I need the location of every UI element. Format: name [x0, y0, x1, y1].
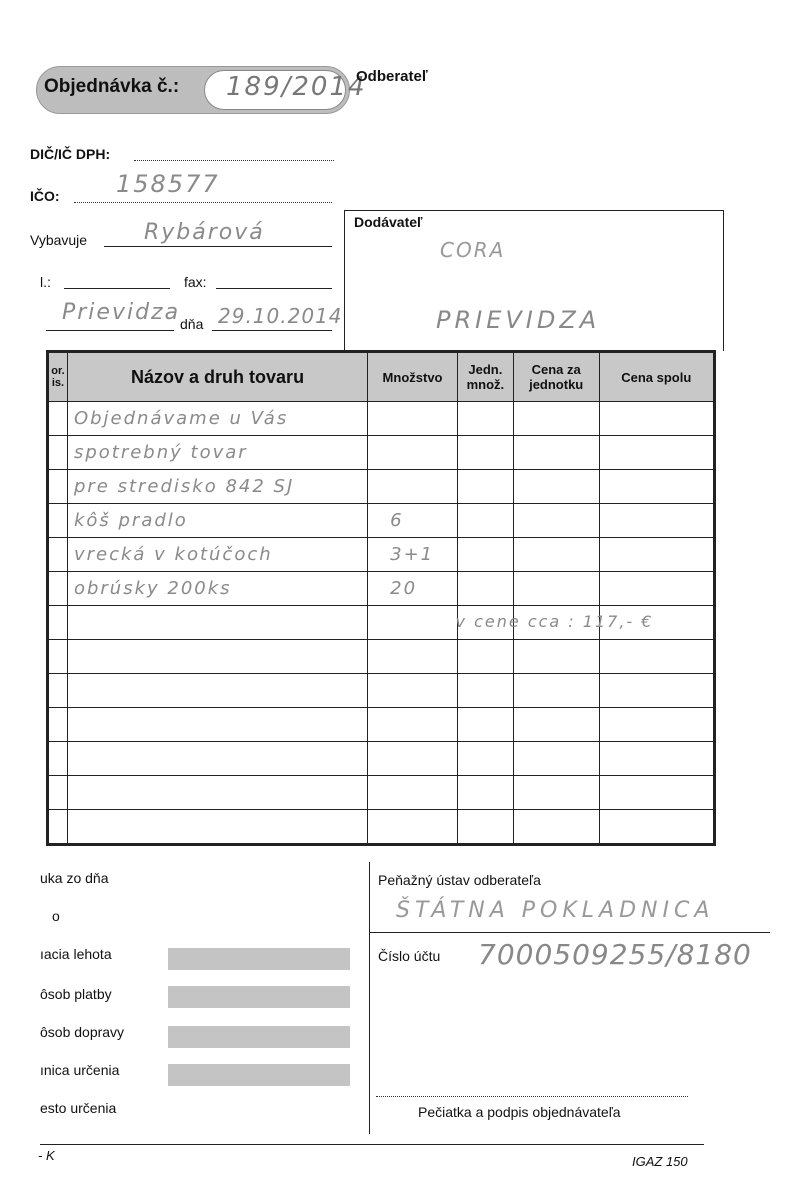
cell-total[interactable]: [599, 708, 714, 742]
cell-name[interactable]: [67, 640, 367, 674]
cell-qty[interactable]: [368, 470, 458, 504]
cell-no[interactable]: [48, 708, 68, 742]
cell-name[interactable]: [67, 708, 367, 742]
col-header-unit-price: Cena za jednotku: [513, 352, 599, 402]
cell-name[interactable]: [67, 402, 367, 436]
cell-name[interactable]: [67, 742, 367, 776]
date-value: 29.10.2014: [218, 304, 343, 328]
table-row: [48, 572, 715, 606]
cell-unit-price[interactable]: [513, 810, 599, 845]
stamp-line: [376, 1096, 688, 1097]
account-label: Číslo účtu: [378, 948, 441, 964]
border-field[interactable]: [168, 1064, 350, 1086]
cell-total[interactable]: [599, 810, 714, 845]
cell-qty[interactable]: [368, 776, 458, 810]
cell-name[interactable]: [67, 504, 367, 538]
cell-total-text: v cene cca : 117,- €: [455, 612, 654, 631]
deadline-label: ıacia lehota: [40, 946, 112, 962]
cell-no[interactable]: [48, 606, 68, 640]
cell-total[interactable]: [599, 742, 714, 776]
cell-name[interactable]: [67, 572, 367, 606]
cell-no[interactable]: [48, 504, 68, 538]
cell-no[interactable]: [48, 402, 68, 436]
cell-qty[interactable]: [368, 436, 458, 470]
form-code: IGAZ 150: [632, 1154, 688, 1169]
vat-line: [134, 160, 334, 161]
border-label: ınica určenia: [40, 1062, 120, 1078]
cell-qty-text: 3+1: [390, 544, 435, 565]
col-header-unit: Jedn. množ.: [457, 352, 513, 402]
cell-no[interactable]: [48, 640, 68, 674]
cell-no[interactable]: [48, 742, 68, 776]
date-line: [212, 330, 332, 331]
tel-line: [64, 288, 170, 289]
handled-by-label: Vybavuje: [30, 232, 88, 248]
table-row: [48, 810, 715, 845]
cell-total[interactable]: [599, 504, 714, 538]
cell-total[interactable]: [599, 776, 714, 810]
col-header-name: Názov a druh tovaru: [67, 352, 367, 402]
cell-name-text: pre stredisko 842 SJ: [73, 476, 295, 497]
cell-unit[interactable]: [457, 572, 513, 606]
cell-unit-price[interactable]: [513, 776, 599, 810]
cell-unit-price[interactable]: [513, 640, 599, 674]
handled-by-line: [104, 246, 332, 247]
cell-qty[interactable]: [368, 504, 458, 538]
cell-qty[interactable]: [368, 810, 458, 845]
order-label: Objednávka č.:: [44, 76, 180, 97]
cell-qty[interactable]: [368, 402, 458, 436]
cell-name[interactable]: [67, 436, 367, 470]
cell-qty[interactable]: [368, 606, 458, 640]
transport-label: ôsob dopravy: [40, 1024, 125, 1040]
cell-unit[interactable]: [457, 640, 513, 674]
cell-qty[interactable]: [368, 742, 458, 776]
order-number-value: 189/2014: [226, 72, 367, 102]
payment-field[interactable]: [168, 986, 350, 1008]
cell-no[interactable]: [48, 776, 68, 810]
cell-qty-text: 6: [390, 510, 404, 531]
cell-qty-text: 20: [390, 578, 418, 599]
cell-unit-price[interactable]: [513, 538, 599, 572]
footer-vertical-divider: [369, 862, 370, 1134]
cell-qty[interactable]: [368, 572, 458, 606]
cell-unit-price[interactable]: [513, 504, 599, 538]
cell-unit-price[interactable]: [513, 402, 599, 436]
cell-qty[interactable]: [368, 538, 458, 572]
cell-unit[interactable]: [457, 708, 513, 742]
cell-name[interactable]: [67, 606, 367, 640]
handled-by-value: Rybárová: [144, 220, 265, 245]
bank-label: Peňažný ústav odberateľa: [378, 872, 541, 888]
cell-no[interactable]: [48, 436, 68, 470]
items-table: [46, 350, 716, 846]
table-row: [48, 742, 715, 776]
col-header-total: Cena spolu: [599, 352, 714, 402]
supplier-name: CORA: [440, 238, 506, 262]
table-header-row: [48, 352, 715, 402]
place-line: [46, 330, 174, 331]
bottom-left-code: - K: [38, 1148, 55, 1163]
payment-label: ôsob platby: [40, 986, 112, 1002]
transport-field[interactable]: [168, 1026, 350, 1048]
cell-qty[interactable]: [368, 640, 458, 674]
cell-no[interactable]: [48, 810, 68, 845]
cell-name[interactable]: [67, 810, 367, 845]
deadline-field[interactable]: [168, 948, 350, 970]
cell-total[interactable]: [599, 538, 714, 572]
place-value: Prievidza: [62, 300, 181, 325]
cell-name-text: vrecká v kotúčoch: [73, 544, 273, 565]
cell-unit-price[interactable]: [513, 708, 599, 742]
cell-no[interactable]: [48, 674, 68, 708]
bottom-rule: [40, 1144, 704, 1145]
cell-unit[interactable]: [457, 538, 513, 572]
id-label: IČO:: [30, 188, 60, 204]
cell-total[interactable]: [599, 402, 714, 436]
cell-name-text: Objednávame u Vás: [73, 408, 289, 429]
cell-total[interactable]: [455, 606, 714, 640]
cell-qty[interactable]: [368, 708, 458, 742]
cell-unit-price[interactable]: [513, 572, 599, 606]
table-row: [48, 606, 715, 640]
stamp-label: Pečiatka a podpis objednávateľa: [418, 1104, 621, 1120]
cell-unit[interactable]: [457, 402, 513, 436]
table-row: [48, 674, 715, 708]
cell-name[interactable]: [67, 470, 367, 504]
supplier-city: PRIEVIDZA: [436, 306, 601, 334]
cell-total[interactable]: [599, 436, 714, 470]
cell-unit[interactable]: [457, 742, 513, 776]
cell-qty[interactable]: [368, 674, 458, 708]
tel-label: l.:: [40, 274, 51, 290]
col-header-no: or. is.: [48, 352, 68, 402]
cell-unit[interactable]: [457, 504, 513, 538]
table-row: [48, 436, 715, 470]
table-row: [48, 776, 715, 810]
buyer-label: Odberateľ: [356, 68, 428, 85]
cell-no[interactable]: [48, 538, 68, 572]
cell-name[interactable]: [67, 674, 367, 708]
fax-line: [216, 288, 332, 289]
cell-name[interactable]: [67, 538, 367, 572]
table-row: [48, 640, 715, 674]
cell-total[interactable]: [599, 572, 714, 606]
vat-label: DIČ/IČ DPH:: [30, 146, 111, 162]
id-value: 158577: [116, 170, 220, 198]
table-row: [48, 538, 715, 572]
cell-unit[interactable]: [457, 674, 513, 708]
cell-total[interactable]: [599, 640, 714, 674]
cell-total[interactable]: [599, 674, 714, 708]
cell-unit-price[interactable]: [513, 742, 599, 776]
col-header-qty: Množstvo: [368, 352, 458, 402]
cell-unit-price[interactable]: [513, 470, 599, 504]
offer-label: uka zo dňa: [40, 870, 109, 886]
cell-no[interactable]: [48, 470, 68, 504]
cell-total[interactable]: [599, 470, 714, 504]
cell-no[interactable]: [48, 572, 68, 606]
account-value: 7000509255/8180: [478, 938, 752, 971]
table-row: [48, 402, 715, 436]
id-line: [74, 202, 332, 203]
cell-unit[interactable]: [457, 436, 513, 470]
cell-unit[interactable]: [457, 810, 513, 845]
cell-name-text: kôš pradlo: [73, 510, 188, 531]
cell-unit[interactable]: [457, 470, 513, 504]
date-label: dňa: [180, 316, 204, 332]
cell-unit[interactable]: [457, 776, 513, 810]
cell-name-text: spotrebný tovar: [73, 442, 248, 463]
supplier-label: Dodávateľ: [354, 214, 423, 230]
table-row: [48, 708, 715, 742]
table-row: [48, 470, 715, 504]
cell-name[interactable]: [67, 776, 367, 810]
bank-rule: [370, 932, 770, 933]
cell-unit-price[interactable]: [513, 436, 599, 470]
table-row: [48, 504, 715, 538]
place-of-delivery-label: esto určenia: [40, 1100, 117, 1116]
cell-unit-price[interactable]: [513, 674, 599, 708]
fax-label: fax:: [184, 274, 207, 290]
cell-name-text: obrúsky 200ks: [73, 578, 232, 599]
o-label: o: [52, 908, 60, 924]
bank-value: ŠTÁTNA POKLADNICA: [396, 898, 715, 923]
